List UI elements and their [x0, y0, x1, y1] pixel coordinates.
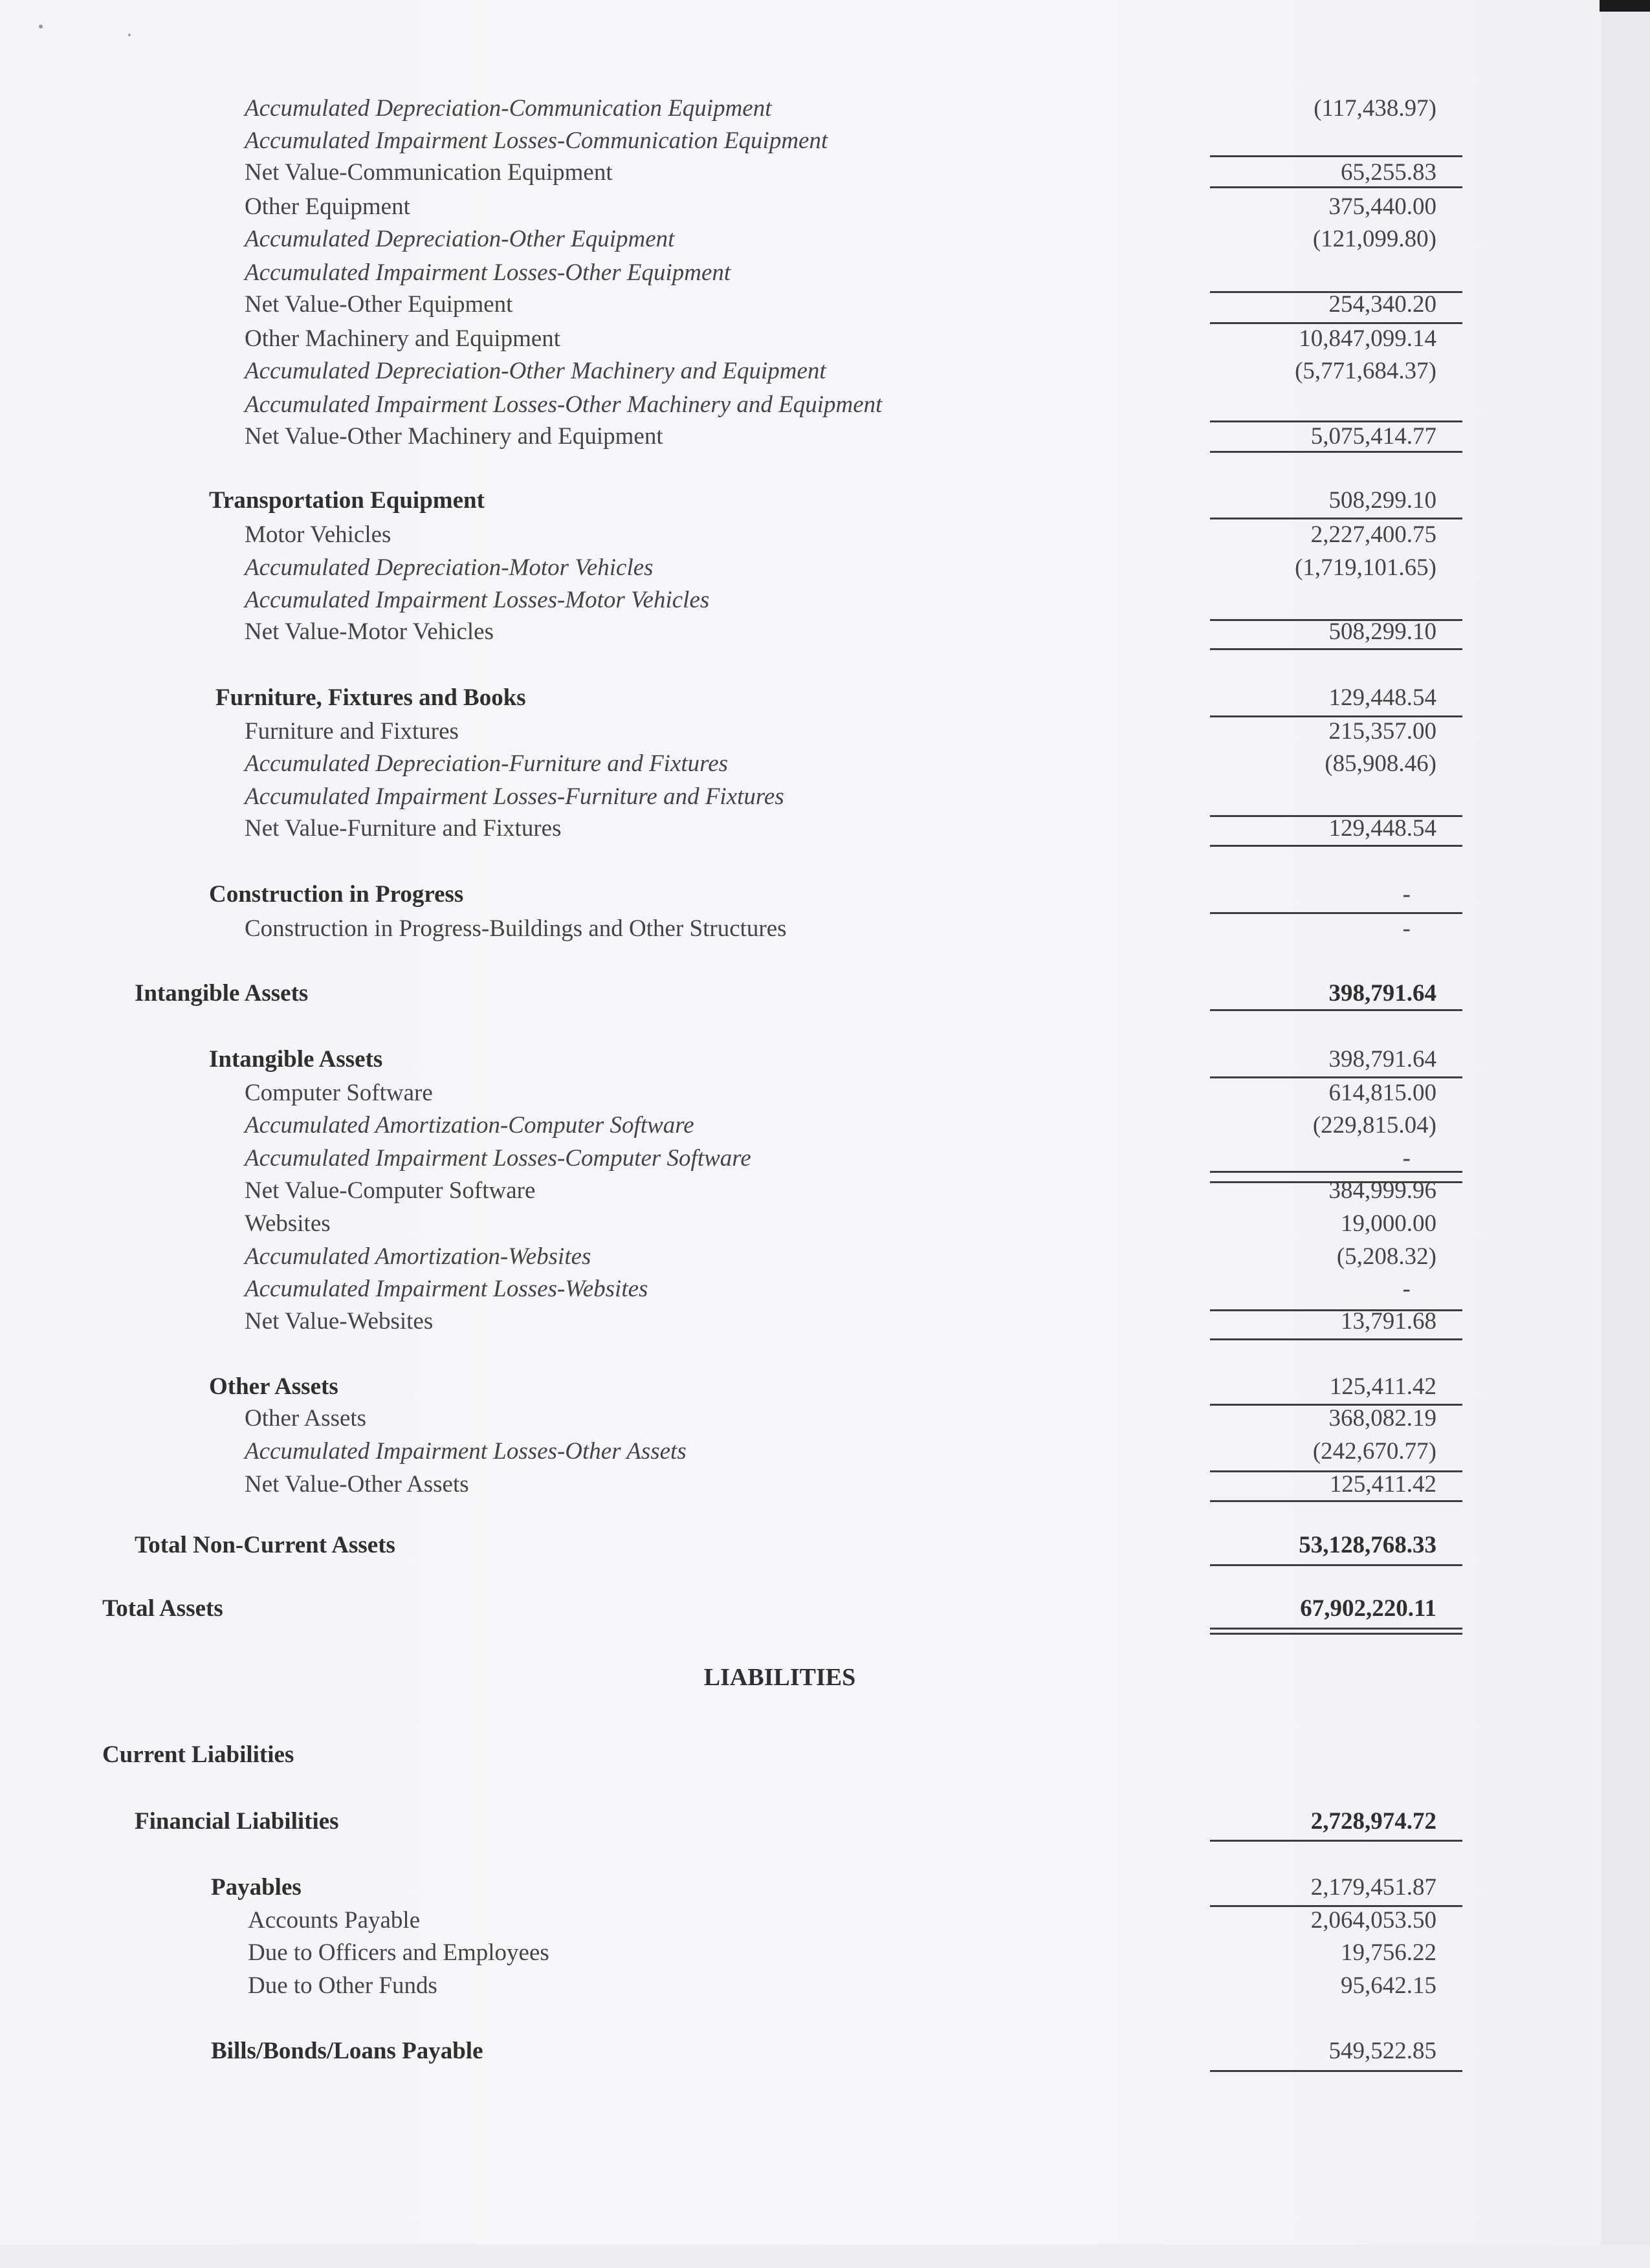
line-item-amount: 19,756.22: [1341, 1939, 1436, 1966]
line-item-amount: 254,340.20: [1328, 291, 1436, 318]
table-row: [0, 1077, 1553, 1109]
line-item-label: Accumulated Impairment Losses-Motor Vehicles: [245, 587, 710, 613]
line-item-amount: 53,128,768.33: [1299, 1532, 1436, 1558]
line-item-label: Accounts Payable: [248, 1907, 421, 1934]
table-row: [0, 1175, 1553, 1207]
line-item-amount: (85,908.46): [1325, 750, 1436, 777]
table-row: [0, 389, 1553, 421]
table-row: [0, 1435, 1553, 1468]
line-item-amount: 5,075,414.77: [1310, 423, 1436, 450]
underline-rule: [1210, 912, 1462, 914]
line-item-label: Financial Liabilities: [135, 1808, 339, 1835]
line-item-label: Net Value-Websites: [245, 1308, 434, 1335]
table-row: [0, 1904, 1553, 1937]
line-item-amount: 398,791.64: [1328, 1046, 1436, 1073]
line-item-label: Motor Vehicles: [245, 521, 391, 548]
table-row: [0, 323, 1553, 355]
double-underline-rule: [1210, 1628, 1462, 1635]
line-item-label: Net Value-Communication Equipment: [245, 159, 613, 186]
line-item-amount: -: [1402, 881, 1411, 908]
underline-rule: [1210, 648, 1462, 650]
table-row: [0, 1871, 1553, 1904]
table-row: [0, 1402, 1553, 1435]
line-item-label: Due to Officers and Employees: [248, 1939, 549, 1966]
line-item-label: Other Assets: [245, 1405, 367, 1432]
paper-speck: [128, 34, 131, 36]
table-row: [0, 913, 1553, 945]
line-item-amount: (5,771,684.37): [1295, 358, 1436, 384]
underline-rule: [1210, 815, 1462, 817]
underline-rule: [1210, 1338, 1462, 1340]
line-item-amount: 398,791.64: [1328, 980, 1436, 1007]
line-item-label: Accumulated Depreciation-Communication Equipment: [245, 95, 772, 122]
line-item-label: Transportation Equipment: [209, 487, 485, 514]
line-item-label: Accumulated Impairment Losses-Computer Software: [245, 1145, 751, 1172]
table-row: [0, 715, 1553, 748]
underline-rule: [1210, 1500, 1462, 1502]
line-item-label: Net Value-Other Machinery and Equipment: [245, 423, 663, 450]
underline-rule: [1210, 1009, 1462, 1011]
table-row: [0, 1739, 1553, 1771]
line-item-amount: (1,719,101.65): [1295, 554, 1436, 581]
underline-rule: [1210, 186, 1462, 188]
underline-rule: [1210, 1309, 1462, 1311]
table-row: [0, 2035, 1553, 2067]
line-item-label: Other Assets: [209, 1373, 338, 1400]
line-item-label: Total Non-Current Assets: [135, 1532, 395, 1558]
table-row: [0, 1241, 1553, 1273]
table-row: [0, 1208, 1553, 1240]
line-item-amount: 129,448.54: [1328, 815, 1436, 842]
line-item-amount: (5,208.32): [1336, 1243, 1436, 1270]
table-row: [0, 1142, 1553, 1175]
line-item-label: Construction in Progress-Buildings and Other Structures: [245, 915, 787, 942]
table-row: [0, 584, 1553, 616]
table-row: [0, 519, 1553, 551]
scanner-dark-corner: [1600, 0, 1650, 12]
table-row: [0, 1109, 1553, 1142]
table-row: [0, 125, 1553, 157]
table-row: [0, 223, 1553, 256]
underline-rule: [1210, 715, 1462, 717]
table-row: [0, 1593, 1553, 1625]
underline-rule: [1210, 155, 1462, 157]
line-item-amount: 2,064,053.50: [1310, 1907, 1436, 1934]
line-item-label: Net Value-Furniture and Fixtures: [245, 815, 562, 842]
line-item-label: Net Value-Motor Vehicles: [245, 618, 494, 645]
line-item-amount: 2,179,451.87: [1310, 1874, 1436, 1901]
line-item-label: Accumulated Impairment Losses-Furniture and Fixtures: [245, 783, 784, 810]
line-item-amount: 129,448.54: [1328, 684, 1436, 711]
table-row: [0, 355, 1553, 387]
line-item-amount: 2,728,974.72: [1310, 1808, 1436, 1835]
table-row: [0, 485, 1553, 517]
line-item-label: Accumulated Impairment Losses-Other Machinery and Equipment: [245, 391, 883, 418]
line-item-amount: 508,299.10: [1328, 487, 1436, 514]
line-item-label: Furniture and Fixtures: [245, 718, 459, 745]
underline-rule: [1210, 1905, 1462, 1907]
table-row: [0, 157, 1553, 189]
underline-rule: [1210, 1840, 1462, 1842]
table-row: [0, 1937, 1553, 1969]
line-item-amount: 614,815.00: [1328, 1080, 1436, 1106]
line-item-label: Computer Software: [245, 1080, 433, 1106]
table-row: [0, 812, 1553, 845]
line-item-label: Accumulated Impairment Losses-Other Assets: [245, 1438, 687, 1465]
scanner-bed-bottom: [0, 2245, 1650, 2268]
line-item-amount: -: [1402, 1276, 1411, 1302]
table-row: [0, 1371, 1553, 1403]
section-heading-liabilities: LIABILITIES: [703, 1664, 856, 1691]
paper-speck: [39, 25, 43, 28]
underline-rule: [1210, 322, 1462, 324]
line-item-label: Construction in Progress: [209, 881, 464, 908]
line-item-amount: 549,522.85: [1328, 2038, 1436, 2064]
underline-rule: [1210, 451, 1462, 453]
underline-rule: [1210, 1564, 1462, 1566]
underline-rule: [1210, 291, 1462, 293]
table-row: [0, 977, 1553, 1010]
line-item-label: Net Value-Other Equipment: [245, 291, 513, 318]
underline-rule: [1210, 2070, 1462, 2072]
line-item-label: Other Equipment: [245, 193, 410, 220]
line-item-amount: 95,642.15: [1341, 1972, 1436, 1999]
line-item-label: Accumulated Amortization-Computer Software: [245, 1112, 694, 1139]
table-row: [0, 257, 1553, 289]
line-item-amount: (117,438.97): [1314, 95, 1436, 122]
line-item-label: Current Liabilities: [102, 1741, 294, 1768]
underline-rule: [1210, 1171, 1462, 1173]
line-item-amount: 384,999.96: [1328, 1177, 1436, 1204]
table-row: [0, 1043, 1553, 1076]
line-item-amount: 125,411.42: [1329, 1471, 1436, 1498]
underline-rule: [1210, 1470, 1462, 1472]
table-row: [0, 1970, 1553, 2002]
table-row: [0, 191, 1553, 223]
table-row: [0, 748, 1553, 780]
line-item-amount: -: [1402, 915, 1411, 942]
line-item-amount: 67,902,220.11: [1300, 1595, 1436, 1622]
table-row: [0, 1468, 1553, 1501]
table-row: [0, 878, 1553, 911]
underline-rule: [1210, 1076, 1462, 1078]
table-row: [0, 682, 1553, 714]
line-item-label: Accumulated Impairment Losses-Other Equipment: [245, 259, 731, 286]
line-item-label: Furniture, Fixtures and Books: [215, 684, 526, 711]
line-item-amount: 19,000.00: [1341, 1210, 1436, 1237]
line-item-label: Other Machinery and Equipment: [245, 325, 561, 352]
line-item-amount: 125,411.42: [1329, 1373, 1436, 1400]
line-item-label: Payables: [211, 1874, 302, 1901]
line-item-amount: (121,099.80): [1312, 226, 1436, 252]
line-item-label: Accumulated Depreciation-Motor Vehicles: [245, 554, 654, 581]
scanner-bed-edge: [1601, 0, 1650, 2268]
table-row: [0, 289, 1553, 321]
line-item-amount: 368,082.19: [1328, 1405, 1436, 1432]
line-item-amount: 10,847,099.14: [1299, 325, 1436, 352]
line-item-amount: -: [1402, 1145, 1411, 1172]
line-item-label: Accumulated Impairment Losses-Websites: [245, 1276, 648, 1302]
underline-rule: [1210, 1404, 1462, 1406]
table-row: [0, 93, 1553, 125]
line-item-label: Accumulated Depreciation-Furniture and Fixtures: [245, 750, 729, 777]
line-item-amount: (242,670.77): [1312, 1438, 1436, 1465]
line-item-amount: 65,255.83: [1341, 159, 1436, 186]
underline-rule: [1210, 1181, 1462, 1183]
table-row: [0, 781, 1553, 813]
line-item-label: Accumulated Amortization-Websites: [245, 1243, 591, 1270]
line-item-label: Due to Other Funds: [248, 1972, 437, 1999]
underline-rule: [1210, 420, 1462, 422]
line-item-label: Bills/Bonds/Loans Payable: [211, 2038, 483, 2064]
line-item-label: Total Assets: [102, 1595, 223, 1622]
line-item-label: Net Value-Computer Software: [245, 1177, 536, 1204]
line-item-amount: 215,357.00: [1328, 718, 1436, 745]
line-item-label: Intangible Assets: [135, 980, 309, 1007]
table-row: [0, 552, 1553, 584]
line-item-amount: 2,227,400.75: [1310, 521, 1436, 548]
line-item-label: Intangible Assets: [209, 1046, 383, 1073]
line-item-label: Accumulated Depreciation-Other Equipment: [245, 226, 675, 252]
line-item-amount: 508,299.10: [1328, 618, 1436, 645]
line-item-label: Accumulated Impairment Losses-Communication Equipment: [245, 127, 828, 154]
table-row: [0, 1805, 1553, 1838]
line-item-amount: 375,440.00: [1328, 193, 1436, 220]
line-item-amount: 13,791.68: [1341, 1308, 1436, 1335]
underline-rule: [1210, 518, 1462, 519]
line-item-label: Websites: [245, 1210, 331, 1237]
table-row: [0, 1529, 1553, 1562]
line-item-label: Accumulated Depreciation-Other Machinery and Equipment: [245, 358, 826, 384]
table-row: [0, 1273, 1553, 1305]
line-item-amount: (229,815.04): [1312, 1112, 1436, 1139]
line-item-label: Net Value-Other Assets: [245, 1471, 469, 1498]
underline-rule: [1210, 845, 1462, 847]
underline-rule: [1210, 619, 1462, 621]
table-row: [0, 420, 1553, 453]
